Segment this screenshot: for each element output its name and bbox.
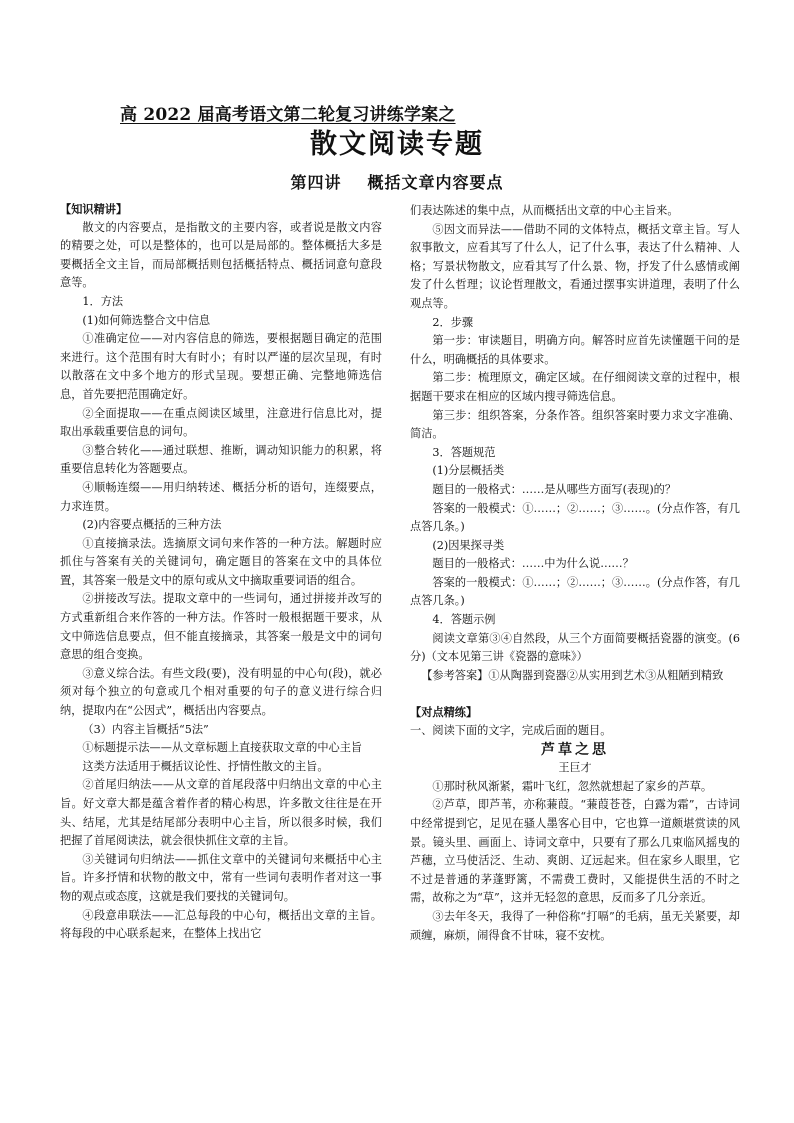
main-title: 散文阅读专题 (310, 129, 484, 160)
left-column-paragraph: ①直接摘录法。选摘原文词句来作答的一种方法。解题时应抓住与答案有关的关键词句，确定题目的答案在文中的具体位置，其答案一般是文中的原句或从文中摘取重要词语的组合。 (60, 536, 382, 587)
left-column-paragraph: ③意义综合法。有些文段(要)，没有明显的中心句(段)，就必须对每个独立的句意或几个相对重要的句子的意义进行综合归纳，提取内在“公因式”，概括出内容要点。 (60, 666, 382, 718)
right-column-paragraph: 一、阅读下面的文字，完成后面的题目。 (410, 724, 612, 738)
right-column-paragraph: 王巨才 (558, 761, 592, 775)
right-column-paragraph: (2)因果探寻类 (432, 538, 505, 552)
left-column-paragraph: 散文的内容要点，是指散文的主要内容，或者说是散文内容的精要之处，可以是整体的，也可以是局部的。整体概括大多是要概括全文主旨，而局部概括则包括概括特点、概括词意句意段意等。 (60, 220, 382, 290)
right-column-paragraph: 【参考答案】①从陶器到瓷器②从实用到艺术③从粗陋到精致 (421, 668, 724, 682)
right-column-paragraph: ②芦草，即芦苇，亦称蒹葭。“蒹葭苍苍，白露为霜”，古诗词中经常提到它，足见在骚人墨客心目中，它也算一道颇堪赏读的风景。镜头里、画面上、诗词文章中，只要有了那么几束临风摇曳的芦穗，立马使活泛、生动、爽朗、辽远起来。但在家乡人眼里，它不过是普通的茅蓬野篱，不需费工费时，又能提供生活的不时之需，故称之为“草”，这并无轻忽的意思，反而多了几分亲近。 (410, 798, 740, 905)
right-column-paragraph: 2．步骤 (432, 315, 474, 329)
right-column-paragraph: 阅读文章第③④自然段，从三个方面简要概括瓷器的演变。(6 分)（文本见第三讲《瓷器的意味》） (410, 631, 740, 664)
right-column-paragraph: 题目的一般格式：……是从哪些方面写(表现)的？ (432, 482, 677, 496)
left-column-paragraph: ③整合转化——通过联想、推断，调动知识能力的积累，将重要信息转化为答题要点。 (60, 443, 382, 476)
series-title: 高 2022 届高考语文第二轮复习讲练学案之 (120, 105, 456, 125)
left-column-paragraph: ①标题提示法——从文章标题上直接获取文章的中心主旨 (82, 741, 363, 755)
right-column-paragraph: 第三步：组织答案，分条作答。组织答案时要力求文字准确、简洁。 (410, 408, 740, 441)
left-column-paragraph: (1)如何筛选整合文中信息 (82, 313, 211, 327)
left-column-paragraph: ②拼接改写法。提取文章中的一些词句，通过拼接并改写的方式重新组合来作答的一种方法。作答时一般根据题干要求，从文中筛选信息要点，但不能直接摘录，其答案一般是文中的词句意思的组合变换。 (60, 592, 382, 662)
left-column-paragraph: ④段意串联法——汇总每段的中心句，概括出文章的主旨。将每段的中心联系起来，在整体上找出它 (60, 908, 382, 941)
left-column-paragraph: (2)内容要点概括的三种方法 (82, 518, 222, 532)
right-column-paragraph: (1)分层概括类 (432, 464, 505, 478)
left-column-paragraph: 这类方法适用于概括议论性、抒情性散文的主旨。 (82, 759, 329, 773)
right-column-paragraph: ③去年冬天，我得了一种俗称“打嗝”的毛病，虽无关紧要，却顽缠，麻烦，闹得食不甘味，寝不安枕。 (410, 909, 740, 942)
left-column-paragraph: ④顺畅连缀——用归纳转述、概括分析的语句，连缀要点，力求连贯。 (60, 480, 382, 513)
left-column-paragraph: ①准确定位——对内容信息的筛选，要根据题目确定的范围来进行。这个范围有时大有时小；有时以严谨的层次呈现，有时以散落在文中多个地方的形式呈现。要想正确、完整地筛选信息，首先要把范围确定好。 (60, 332, 382, 401)
lecture-topic: 概括文章内容要点 (367, 173, 504, 192)
right-column-paragraph: ①那时秋风渐紧，霜叶飞红，忽然就想起了家乡的芦草。 (432, 779, 713, 793)
right-column-paragraph: 答案的一般模式：①……；②……；③……。(分点作答，有几点答几条。) (410, 501, 740, 534)
right-column-paragraph (410, 685, 740, 703)
right-column-paragraph: 答案的一般模式：①……；②……；③……。(分点作答，有几点答几条。) (410, 575, 740, 608)
right-column-paragraph: 们表达陈述的集中点，从而概括出文章的中心主旨来。 (410, 204, 679, 217)
right-column-paragraph: 题目的一般格式：……中为什么说……？ (432, 557, 634, 571)
left-column-paragraph: 1．方法 (82, 294, 124, 308)
left-column-paragraph: 【知识精讲】 (60, 202, 128, 216)
right-column-paragraph: 3．答题规范 (432, 445, 496, 459)
right-column (410, 202, 740, 945)
left-column-paragraph: （3）内容主旨概括“5法” (82, 722, 209, 736)
left-column-paragraph: ②全面提取——在重点阅读区域里，注意进行信息比对，提取出承载重要信息的词句。 (60, 406, 382, 439)
right-column-paragraph: 4．答题示例 (432, 613, 496, 627)
right-column-paragraph: 芦草之思 (541, 741, 609, 758)
left-column-paragraph: ②首尾归纳法——从文章的首尾段落中归纳出文章的中心主旨。好文章大都是蕴含着作者的精心构思，许多散文往往是在开头、结尾，尤其是结尾部分表明中心主旨，所以很多时候，我们把握了首尾阅读法，就会很快抓住文章的主旨。 (60, 778, 382, 848)
right-column-paragraph: ⑤因文而异法——借助不同的文体特点，概括文章主旨。写人叙事散文，应看其写了什么人，记了什么事，表达了什么精神、人格；写景状物散文，应看其写了什么景、物，抒发了什么感情或阐发了什么哲理；议论哲理散文，看通过摆事实讲道理，表明了什么观点等。 (410, 222, 740, 310)
right-column-paragraph: 第一步：审读题目，明确方向。解答时应首先读懂题干问的是什么，明确概括的具体要求。 (410, 334, 740, 366)
right-column-paragraph: 【对点精练】 (410, 705, 478, 720)
left-column (60, 200, 382, 944)
left-column-paragraph: ③关键词句归纳法——抓住文章中的关键词句来概括中心主旨。许多抒情和状物的散文中，常有一些词句表明作者对这一事物的观点或态度，这就是我们要找的关键词句。 (60, 852, 382, 903)
lecture-number: 第四讲 (290, 173, 342, 192)
lecture-title (0, 170, 794, 193)
right-column-paragraph: 第二步：梳理原文，确定区域。在仔细阅读文章的过程中，根据题干要求在相应的区域内搜寻筛选信息。 (410, 371, 740, 403)
